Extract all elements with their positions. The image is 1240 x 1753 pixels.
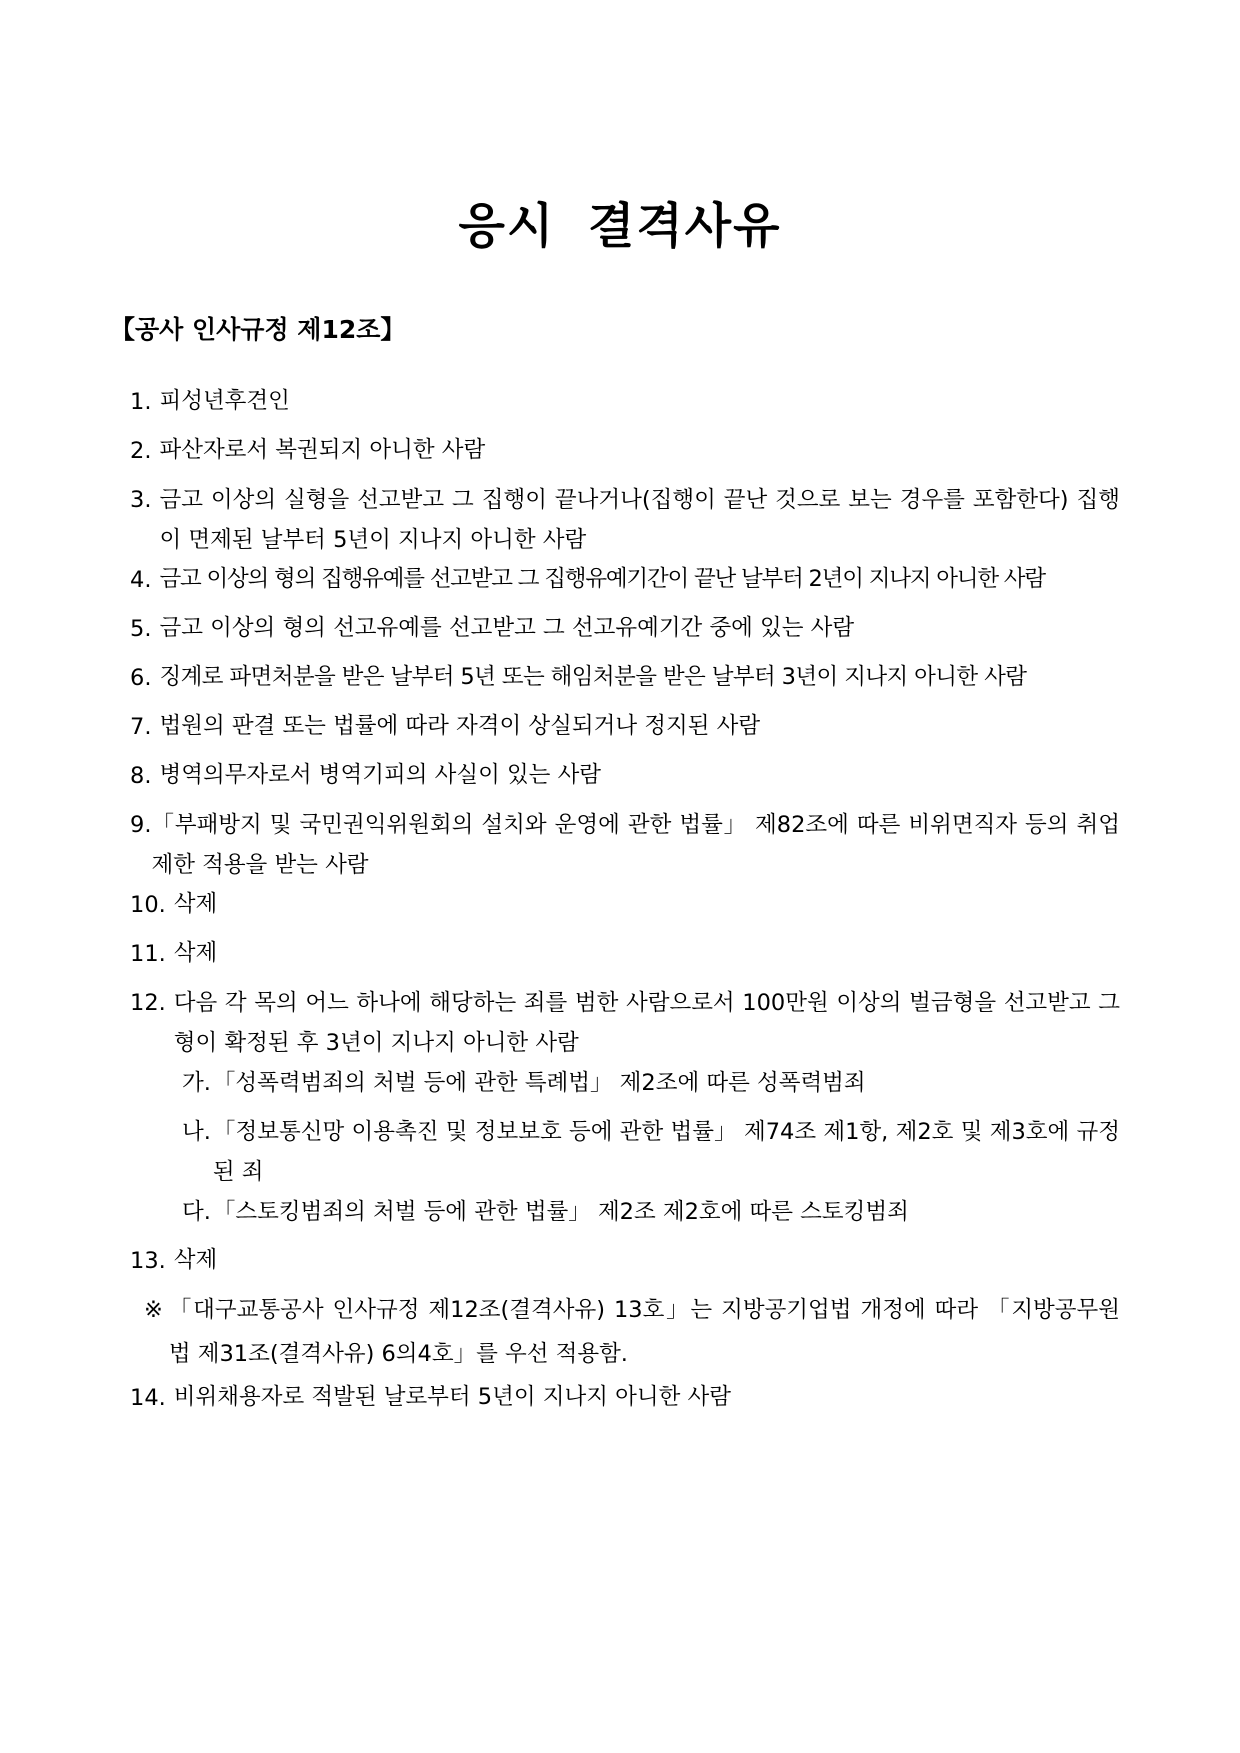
list-item [130,703,1120,752]
list-item [130,801,1120,885]
list-item-text: 금고 이상의 형의 집행유예를 선고받고 그 집행유예기간이 끝난 날부터 2년이 지나지 아니한 사람 [159,566,1045,592]
sub-list-item [130,1059,1120,1108]
disqualification-list [130,378,1120,1423]
list-item-number: 9. [130,812,152,838]
list-item-text: 피성년후견인 [159,388,290,414]
list-item [130,1237,1120,1286]
list-item-text: 삭제 [173,940,218,966]
sub-list-item-text: 「정보통신망 이용촉진 및 정보보호 등에 관한 법률」 제74조 제1항, 제2호 및 제3호에 규정된 죄 [212,1119,1120,1185]
list-item-text: 법원의 판결 또는 법률에 따라 자격이 상실되거나 정지된 사람 [159,713,761,739]
list-item [130,427,1120,476]
list-item [130,556,1120,605]
list-item-text: 다음 각 목의 어느 하나에 해당하는 죄를 범한 사람으로서 100만원 이상의 벌금형을 선고받고 그 형이 확정된 후 3년이 지나지 아니한 사람 [173,990,1120,1056]
list-item-number: 10. [130,892,166,918]
list-item-text: 삭제 [173,891,218,917]
list-item-number: 13. [130,1248,166,1274]
list-item-number: 1. [130,389,152,415]
list-item [130,476,1120,560]
list-item-text: 파산자로서 복권되지 아니한 사람 [159,437,486,463]
list-item-text: 금고 이상의 실형을 선고받고 그 집행이 끝나거나(집행이 끝난 것으로 보는 경우를 포함한다) 집행이 면제된 날부터 5년이 지나지 아니한 사람 [159,487,1120,553]
list-item-text: 비위채용자로 적발된 날로부터 5년이 지나지 아니한 사람 [173,1384,731,1410]
list-item [130,654,1120,703]
section-heading: 【공사 인사규정 제12조】 [110,315,406,344]
list-item-number: 7. [130,714,152,740]
note-mark: ※ [144,1297,163,1323]
list-item [130,930,1120,979]
note-text: 「대구교통공사 인사규정 제12조(결격사유) 13호」는 지방공기업법 개정에 따라 「지방공무원법 제31조(결격사유) 6의4호」를 우선 적용함. [168,1297,1120,1367]
list-item-number: 5. [130,616,152,642]
list-item-text: 금고 이상의 형의 선고유예를 선고받고 그 선고유예기간 중에 있는 사람 [159,615,855,641]
list-item-text: 삭제 [173,1247,218,1273]
list-item-text: 병역의무자로서 병역기피의 사실이 있는 사람 [159,762,602,788]
sub-list-item [130,1188,1120,1237]
sub-list-item-number: 가. [182,1070,211,1096]
note [130,1286,1120,1376]
list-item [130,378,1120,427]
sub-list-item-text: 「스토킹범죄의 처벌 등에 관한 법률」 제2조 제2호에 따른 스토킹범죄 [212,1199,909,1225]
sub-list-item [130,1108,1120,1192]
list-item-number: 8. [130,763,152,789]
sub-list-item-text: 「성폭력범죄의 처벌 등에 관한 특례법」 제2조에 따른 성폭력범죄 [212,1070,866,1096]
list-item-number: 12. [130,990,166,1016]
page-title: 응시 결격사유 [458,198,782,254]
list-item-number: 4. [130,567,152,593]
list-item-number: 11. [130,941,166,967]
sub-list-item-number: 다. [182,1199,211,1225]
list-item-text: 징계로 파면처분을 받은 날부터 5년 또는 해임처분을 받은 날부터 3년이 지나지 아니한 사람 [159,664,1027,690]
list-item-number: 6. [130,665,152,691]
list-item [130,1374,1120,1423]
list-item [130,979,1120,1063]
list-item [130,605,1120,654]
list-item-number: 3. [130,487,152,513]
list-item [130,881,1120,930]
list-item-text: 「부패방지 및 국민권익위원회의 설치와 운영에 관한 법률」 제82조에 따른 비위면직자 등의 취업제한 적용을 받는 사람 [151,812,1120,878]
sub-list-item-number: 나. [182,1119,211,1145]
list-item [130,752,1120,801]
list-item-number: 2. [130,438,152,464]
list-item-number: 14. [130,1385,166,1411]
